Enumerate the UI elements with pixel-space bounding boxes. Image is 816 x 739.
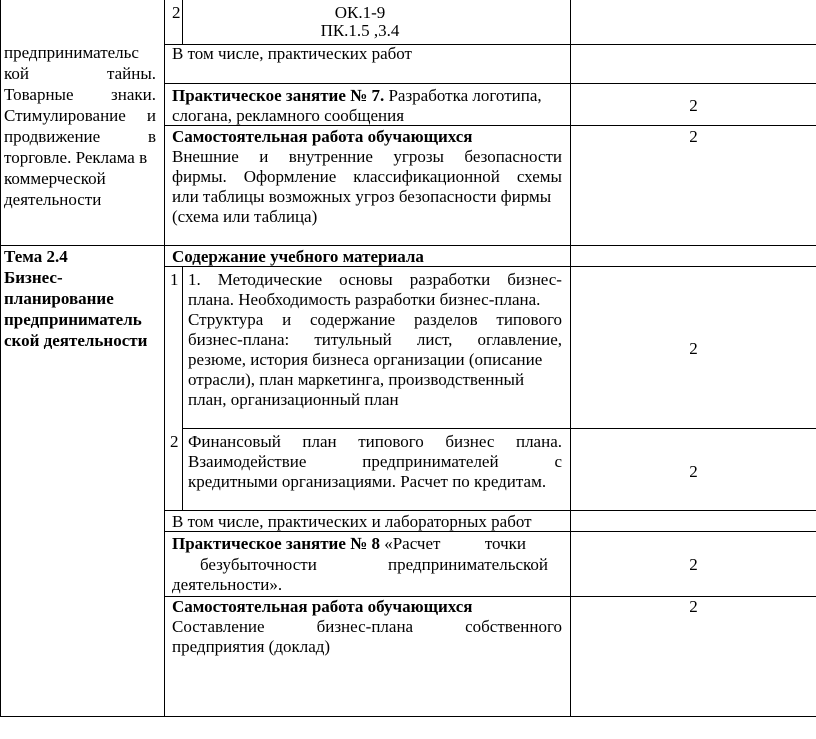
topic-text-line: кой тайны.: [4, 64, 156, 83]
row-line: [0, 245, 816, 246]
item-1-line: Структура и содержание разделов типового: [188, 310, 562, 329]
item-2-line: кредитными организациями. Расчет по кредитам.: [188, 472, 547, 491]
topic-text-line: коммерческой: [4, 169, 106, 188]
row-line: [164, 510, 816, 511]
topic-title-line: планирование: [4, 289, 114, 308]
topic-text-line: торговле. Реклама в: [4, 148, 148, 167]
practical-works-header: В том числе, практических работ: [172, 44, 412, 63]
item-2-line: Финансовый план типового бизнес плана.: [188, 432, 562, 451]
item-number: 2: [170, 432, 179, 451]
independent-work-line: Внешние и внутренние угрозы безопасности: [172, 147, 562, 166]
hours-value: 2: [689, 597, 698, 616]
practical-7-line: слогана, рекламного сообщения: [172, 106, 405, 125]
independent-work-line: предприятия (доклад): [172, 637, 331, 656]
item-1-line: бизнес-плана: титульный лист, оглавление,: [188, 330, 562, 349]
topic-title-line: ской деятельности: [4, 331, 148, 350]
hours-value: 2: [689, 462, 698, 481]
independent-work-title: Самостоятельная работа обучающихся: [172, 127, 473, 146]
independent-work-title: Самостоятельная работа обучающихся: [172, 597, 473, 616]
topic-text-line: деятельности: [4, 190, 102, 209]
topic-title-line: Бизнес-: [4, 268, 63, 287]
practical-7-line: Практическое занятие № 7. Разработка логотипа,: [172, 86, 542, 105]
item-1-line: план, организационный план: [188, 390, 399, 409]
item-1-line: 1. Методические основы разработки бизнес-: [188, 270, 562, 289]
hours-value: 2: [689, 127, 698, 146]
topic-text-line: Товарные знаки.: [4, 85, 156, 104]
hours-value: 2: [689, 339, 698, 358]
topic-title-line: Тема 2.4: [4, 247, 68, 266]
hours-value: 2: [689, 96, 698, 115]
independent-work-line: или таблицы возможных угроз безопасности фирмы: [172, 187, 552, 206]
independent-work-line: Составление бизнес-плана собственного: [172, 617, 562, 636]
independent-work-line: фирмы. Оформление классификационной схемы: [172, 167, 562, 186]
column-divider-num: [182, 266, 183, 510]
item-2-line: Взаимодействие предпринимателей с: [188, 452, 562, 471]
row-line: [164, 83, 816, 84]
competencies-line: ОК.1-9: [334, 3, 386, 22]
item-1-line: плана. Необходимость разработки бизнес-плана.: [188, 290, 541, 309]
competencies-line: ПК.1.5 ,3.4: [320, 21, 400, 40]
topic-text-line: предпринимательс: [4, 43, 139, 62]
practical-8-line: Практическое занятие № 8 «Расчет точки: [172, 534, 526, 553]
practical-8-line: безубыточности предпринимательской: [200, 555, 548, 574]
topic-title-line: предприниматель: [4, 310, 142, 329]
row-line: [182, 428, 816, 429]
practical-8-line: деятельности».: [172, 575, 283, 594]
column-divider-num-top: [182, 0, 183, 44]
topic-text-line: Стимулирование и: [4, 106, 156, 125]
row-number: 2: [172, 3, 181, 22]
topic-text-line: продвижение в: [4, 127, 156, 146]
column-divider-topic: [164, 0, 165, 717]
table-border-left: [0, 0, 1, 717]
content-header: Содержание учебного материала: [172, 247, 424, 266]
item-1-line: отрасли), план маркетинга, производственный: [188, 370, 525, 389]
item-1-line: резюме, история бизнеса организации (описание: [188, 350, 543, 369]
independent-work-line: (схема или таблица): [172, 207, 318, 226]
item-number: 1: [170, 270, 179, 289]
table-border-bottom: [0, 716, 816, 717]
practical-lab-header: В том числе, практических и лабораторных работ: [172, 512, 532, 531]
hours-value: 2: [689, 555, 698, 574]
